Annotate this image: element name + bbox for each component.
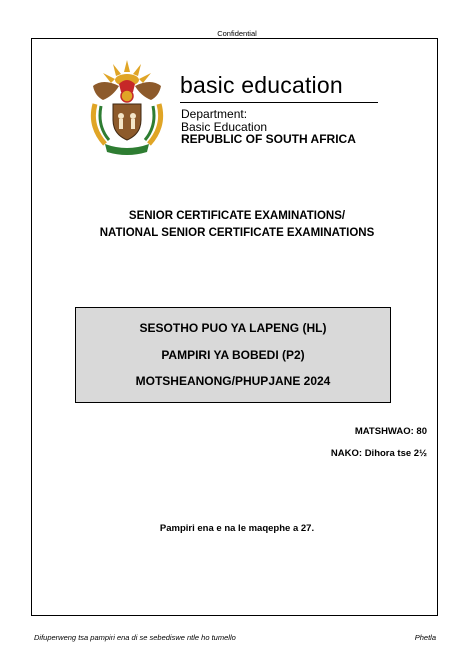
exam-title-line-1: SENIOR CERTIFICATE EXAMINATIONS/ — [128, 210, 346, 222]
coat-of-arms-icon — [83, 56, 171, 156]
brand-divider — [180, 102, 378, 103]
confidential-label: Confidential — [217, 29, 257, 38]
country-name: REPUBLIC OF SOUTH AFRICA — [181, 132, 356, 146]
department-label: Department: — [181, 107, 248, 121]
footer-copyright-note: Difuperweng tsa pampiri ena di se sebediswe ntle ho tumello — [34, 633, 236, 642]
footer-turn-over: Phetla — [414, 633, 436, 642]
page-count-note: Pampiri ena e na le maqephe a 27. — [159, 523, 315, 534]
subject-name: SESOTHO PUO YA LAPENG (HL) — [139, 321, 327, 335]
department-name: Basic Education — [181, 120, 268, 134]
exam-duration: NAKO: Dihora tse 2½ — [330, 448, 427, 459]
subject-box — [75, 307, 391, 403]
exam-session: MOTSHEANONG/PHUPJANE 2024 — [135, 374, 331, 388]
total-marks: MATSHWAO: 80 — [354, 426, 427, 437]
department-brand-name: basic education — [180, 72, 343, 98]
exam-title-line-2: NATIONAL SENIOR CERTIFICATE EXAMINATIONS — [99, 227, 375, 239]
paper-number: PAMPIRI YA BOBEDI (P2) — [161, 348, 305, 362]
coat-of-arms-logo — [83, 56, 171, 156]
